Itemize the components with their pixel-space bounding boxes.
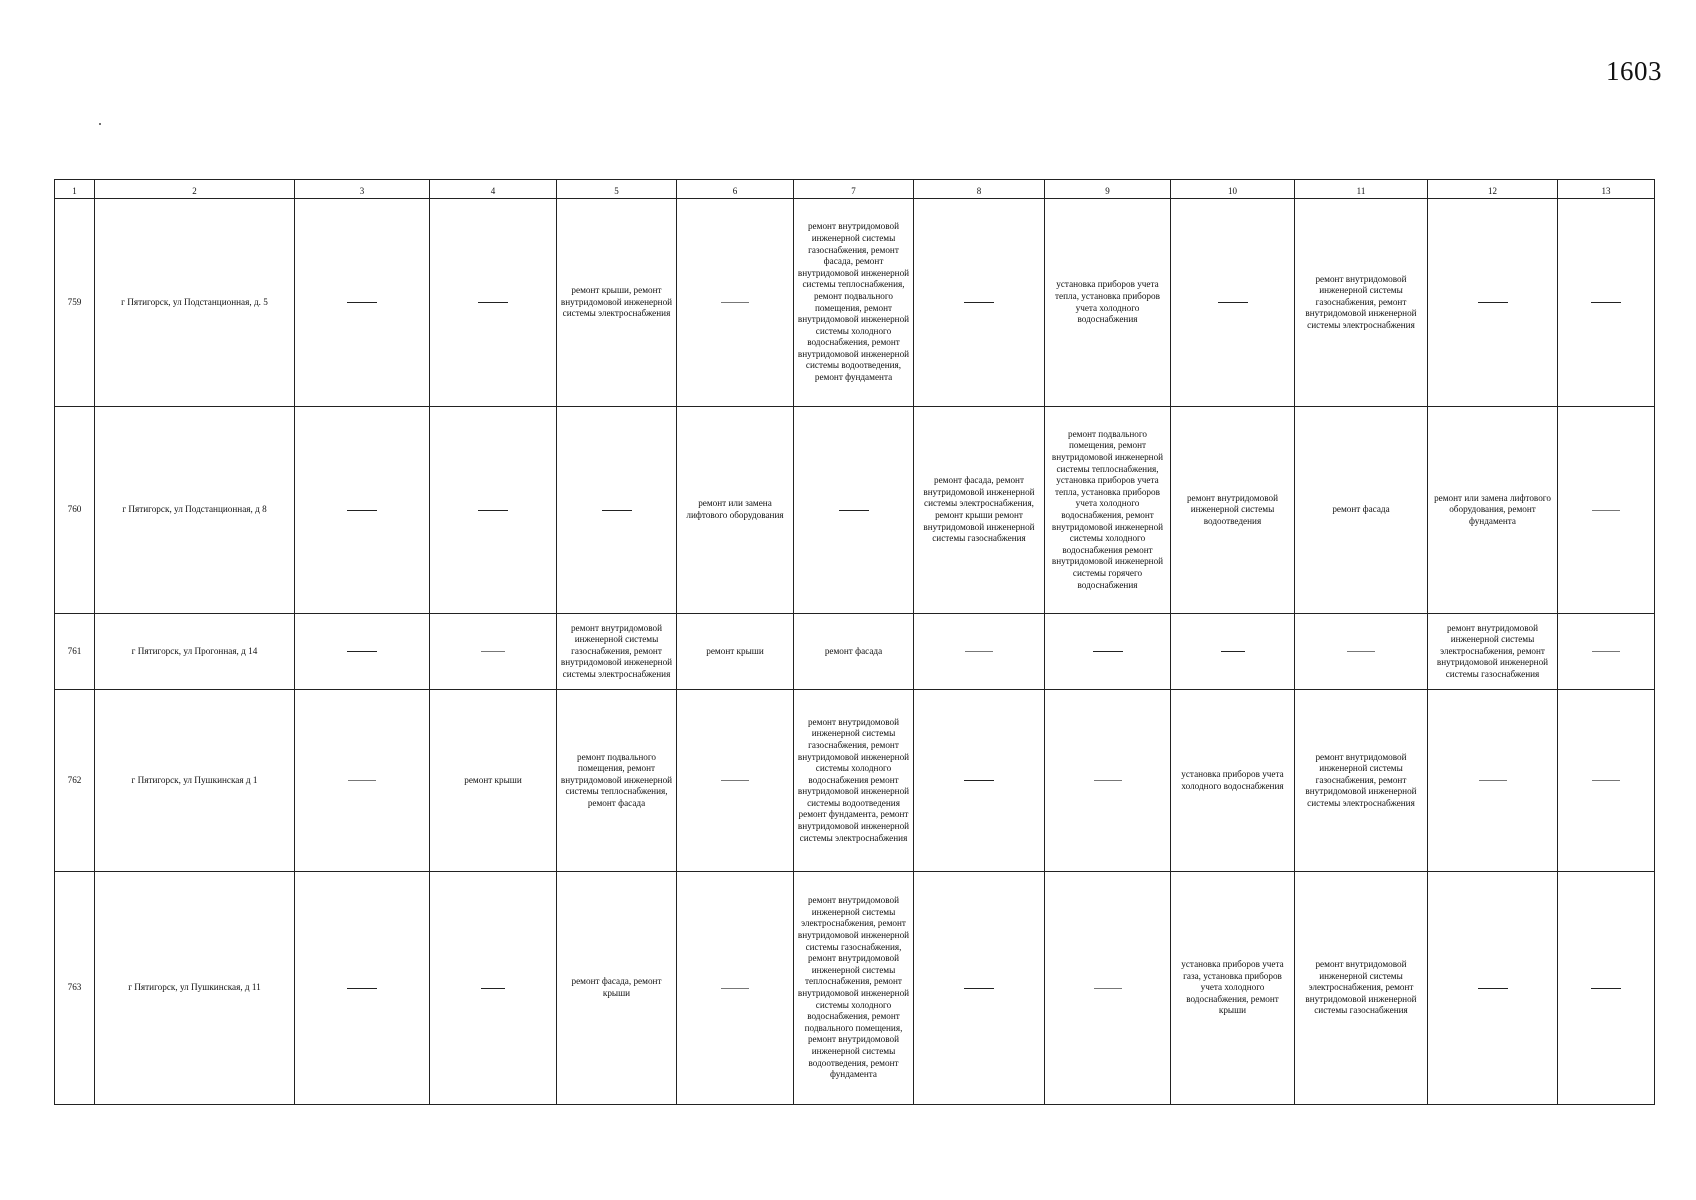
works-cell: ремонт внутридомовой инженерной системы газоснабжения, ремонт внутридомовой инженерной системы электроснабжения bbox=[557, 614, 677, 690]
works-cell: ремонт фасада bbox=[794, 614, 914, 690]
works-cell: ремонт фасада, ремонт внутридомовой инженерной системы электроснабжения, ремонт крыши ремонт внутридомовой инженерной системы газоснабжения bbox=[914, 407, 1045, 614]
dash-cell bbox=[1558, 614, 1655, 690]
dash-cell bbox=[1558, 407, 1655, 614]
dash-cell bbox=[794, 407, 914, 614]
dash-mark bbox=[721, 988, 749, 989]
works-cell: ремонт внутридомовой инженерной системы электроснабжения, ремонт внутридомовой инженерной системы газоснабжения, ремонт внутридомовой инженерной системы теплоснабжения, ремонт внутридомовой инженерной системы холодного водоснабжения, ремонт подвального помещения, ремонт внутридомовой инженерной системы водоотведения, ремонт фундамента bbox=[794, 872, 914, 1105]
col-header: 7 bbox=[794, 180, 914, 199]
dash-cell bbox=[557, 407, 677, 614]
dash-mark bbox=[347, 651, 377, 652]
dash-mark bbox=[478, 510, 508, 511]
dash-mark bbox=[964, 988, 994, 989]
dash-mark bbox=[1218, 302, 1248, 303]
row-number: 762 bbox=[55, 690, 95, 872]
dash-mark bbox=[1592, 780, 1620, 781]
col-header: 12 bbox=[1428, 180, 1558, 199]
works-cell: ремонт подвального помещения, ремонт внутридомовой инженерной системы теплоснабжения, ремонт фасада bbox=[557, 690, 677, 872]
dash-cell bbox=[1428, 872, 1558, 1105]
col-header: 5 bbox=[557, 180, 677, 199]
works-cell: ремонт подвального помещения, ремонт внутридомовой инженерной системы теплоснабжения, установка приборов учета тепла, установка приборов учета холодного водоснабжения, ремонт внутридомовой инженерной системы холодного водоснабжения ремонт внутридомовой инженерной системы горячего водоснабжения bbox=[1045, 407, 1171, 614]
dash-mark bbox=[1347, 651, 1375, 652]
col-header: 13 bbox=[1558, 180, 1655, 199]
col-header: 6 bbox=[677, 180, 794, 199]
dash-mark bbox=[347, 302, 377, 303]
dash-mark bbox=[964, 780, 994, 781]
works-cell: установка приборов учета холодного водоснабжения bbox=[1171, 690, 1295, 872]
dash-cell bbox=[914, 872, 1045, 1105]
works-cell: ремонт фасада bbox=[1295, 407, 1428, 614]
dash-cell bbox=[1045, 872, 1171, 1105]
dash-mark bbox=[1591, 302, 1621, 303]
repair-schedule-table bbox=[54, 179, 1655, 1105]
dash-cell bbox=[430, 614, 557, 690]
dash-mark bbox=[1094, 988, 1122, 989]
table-row bbox=[55, 199, 1655, 407]
dash-cell bbox=[295, 690, 430, 872]
dash-mark bbox=[1591, 988, 1621, 989]
dash-cell bbox=[1558, 690, 1655, 872]
dash-mark bbox=[1094, 780, 1122, 781]
dash-mark bbox=[965, 651, 993, 652]
table-row bbox=[55, 690, 1655, 872]
dash-cell bbox=[914, 690, 1045, 872]
address-cell: г Пятигорск, ул Пушкинская, д 11 bbox=[95, 872, 295, 1105]
dash-mark bbox=[721, 302, 749, 303]
col-header: 2 bbox=[95, 180, 295, 199]
dash-mark bbox=[1478, 302, 1508, 303]
works-cell: ремонт внутридомовой инженерной системы электроснабжения, ремонт внутридомовой инженерной системы газоснабжения bbox=[1295, 872, 1428, 1105]
address-cell: г Пятигорск, ул Прогонная, д 14 bbox=[95, 614, 295, 690]
column-number-header-row bbox=[55, 180, 1655, 199]
works-cell: ремонт крыши bbox=[677, 614, 794, 690]
dash-cell bbox=[1295, 614, 1428, 690]
dash-cell bbox=[430, 407, 557, 614]
dash-cell bbox=[1045, 614, 1171, 690]
dash-cell bbox=[1171, 199, 1295, 407]
works-cell: ремонт внутридомовой инженерной системы газоснабжения, ремонт внутридомовой инженерной системы электроснабжения bbox=[1295, 690, 1428, 872]
table-row bbox=[55, 614, 1655, 690]
dash-mark bbox=[1479, 780, 1507, 781]
works-cell: ремонт внутридомовой инженерной системы электроснабжения, ремонт внутридомовой инженерной системы газоснабжения bbox=[1428, 614, 1558, 690]
dash-cell bbox=[295, 407, 430, 614]
dash-mark bbox=[964, 302, 994, 303]
address-cell: г Пятигорск, ул Подстанционная, д 8 bbox=[95, 407, 295, 614]
works-cell: ремонт крыши, ремонт внутридомовой инженерной системы электроснабжения bbox=[557, 199, 677, 407]
dash-mark bbox=[721, 780, 749, 781]
dash-mark bbox=[839, 510, 869, 511]
dash-cell bbox=[430, 872, 557, 1105]
dash-cell bbox=[914, 614, 1045, 690]
address-cell: г Пятигорск, ул Пушкинская д 1 bbox=[95, 690, 295, 872]
table-row bbox=[55, 872, 1655, 1105]
dash-cell bbox=[295, 199, 430, 407]
works-cell: ремонт внутридомовой инженерной системы водоотведения bbox=[1171, 407, 1295, 614]
row-number: 760 bbox=[55, 407, 95, 614]
dash-mark bbox=[347, 988, 377, 989]
col-header: 1 bbox=[55, 180, 95, 199]
dash-cell bbox=[1045, 690, 1171, 872]
scan-speck bbox=[99, 123, 101, 125]
dash-cell bbox=[1558, 199, 1655, 407]
dash-cell bbox=[914, 199, 1045, 407]
table-row bbox=[55, 407, 1655, 614]
dash-mark bbox=[1592, 651, 1620, 652]
dash-mark bbox=[481, 988, 505, 989]
dash-mark bbox=[1093, 651, 1123, 652]
col-header: 3 bbox=[295, 180, 430, 199]
col-header: 8 bbox=[914, 180, 1045, 199]
dash-mark bbox=[1221, 651, 1245, 652]
row-number: 761 bbox=[55, 614, 95, 690]
col-header: 11 bbox=[1295, 180, 1428, 199]
dash-cell bbox=[430, 199, 557, 407]
works-cell: установка приборов учета газа, установка приборов учета холодного водоснабжения, ремонт крыши bbox=[1171, 872, 1295, 1105]
dash-mark bbox=[1478, 988, 1508, 989]
works-cell: ремонт или замена лифтового оборудования bbox=[677, 407, 794, 614]
dash-cell bbox=[677, 872, 794, 1105]
works-cell: установка приборов учета тепла, установка приборов учета холодного водоснабжения bbox=[1045, 199, 1171, 407]
col-header: 9 bbox=[1045, 180, 1171, 199]
row-number: 763 bbox=[55, 872, 95, 1105]
dash-cell bbox=[1558, 872, 1655, 1105]
works-cell: ремонт внутридомовой инженерной системы газоснабжения, ремонт внутридомовой инженерной системы электроснабжения bbox=[1295, 199, 1428, 407]
works-cell: ремонт или замена лифтового оборудования, ремонт фундамента bbox=[1428, 407, 1558, 614]
dash-cell bbox=[677, 690, 794, 872]
works-cell: ремонт фасада, ремонт крыши bbox=[557, 872, 677, 1105]
dash-mark bbox=[602, 510, 632, 511]
works-cell: ремонт внутридомовой инженерной системы газоснабжения, ремонт фасада, ремонт внутридомовой инженерной системы теплоснабжения, ремонт подвального помещения, ремонт внутридомовой инженерной системы холодного водоснабжения, ремонт внутридомовой инженерной системы водоотведения, ремонт фундамента bbox=[794, 199, 914, 407]
dash-mark bbox=[347, 510, 377, 511]
row-number: 759 bbox=[55, 199, 95, 407]
works-cell: ремонт внутридомовой инженерной системы газоснабжения, ремонт внутридомовой инженерной системы холодного водоснабжения ремонт внутридомовой инженерной системы водоотведения ремонт фундамента, ремонт внутридомовой инженерной системы электроснабжения bbox=[794, 690, 914, 872]
dash-cell bbox=[677, 199, 794, 407]
dash-mark bbox=[348, 780, 376, 781]
works-cell: ремонт крыши bbox=[430, 690, 557, 872]
address-cell: г Пятигорск, ул Подстанционная, д. 5 bbox=[95, 199, 295, 407]
dash-cell bbox=[1171, 614, 1295, 690]
dash-cell bbox=[295, 614, 430, 690]
page-number: 1603 bbox=[1606, 56, 1662, 86]
dash-cell bbox=[1428, 690, 1558, 872]
dash-cell bbox=[295, 872, 430, 1105]
dash-cell bbox=[1428, 199, 1558, 407]
dash-mark bbox=[481, 651, 505, 652]
dash-mark bbox=[1592, 510, 1620, 511]
col-header: 10 bbox=[1171, 180, 1295, 199]
col-header: 4 bbox=[430, 180, 557, 199]
dash-mark bbox=[478, 302, 508, 303]
